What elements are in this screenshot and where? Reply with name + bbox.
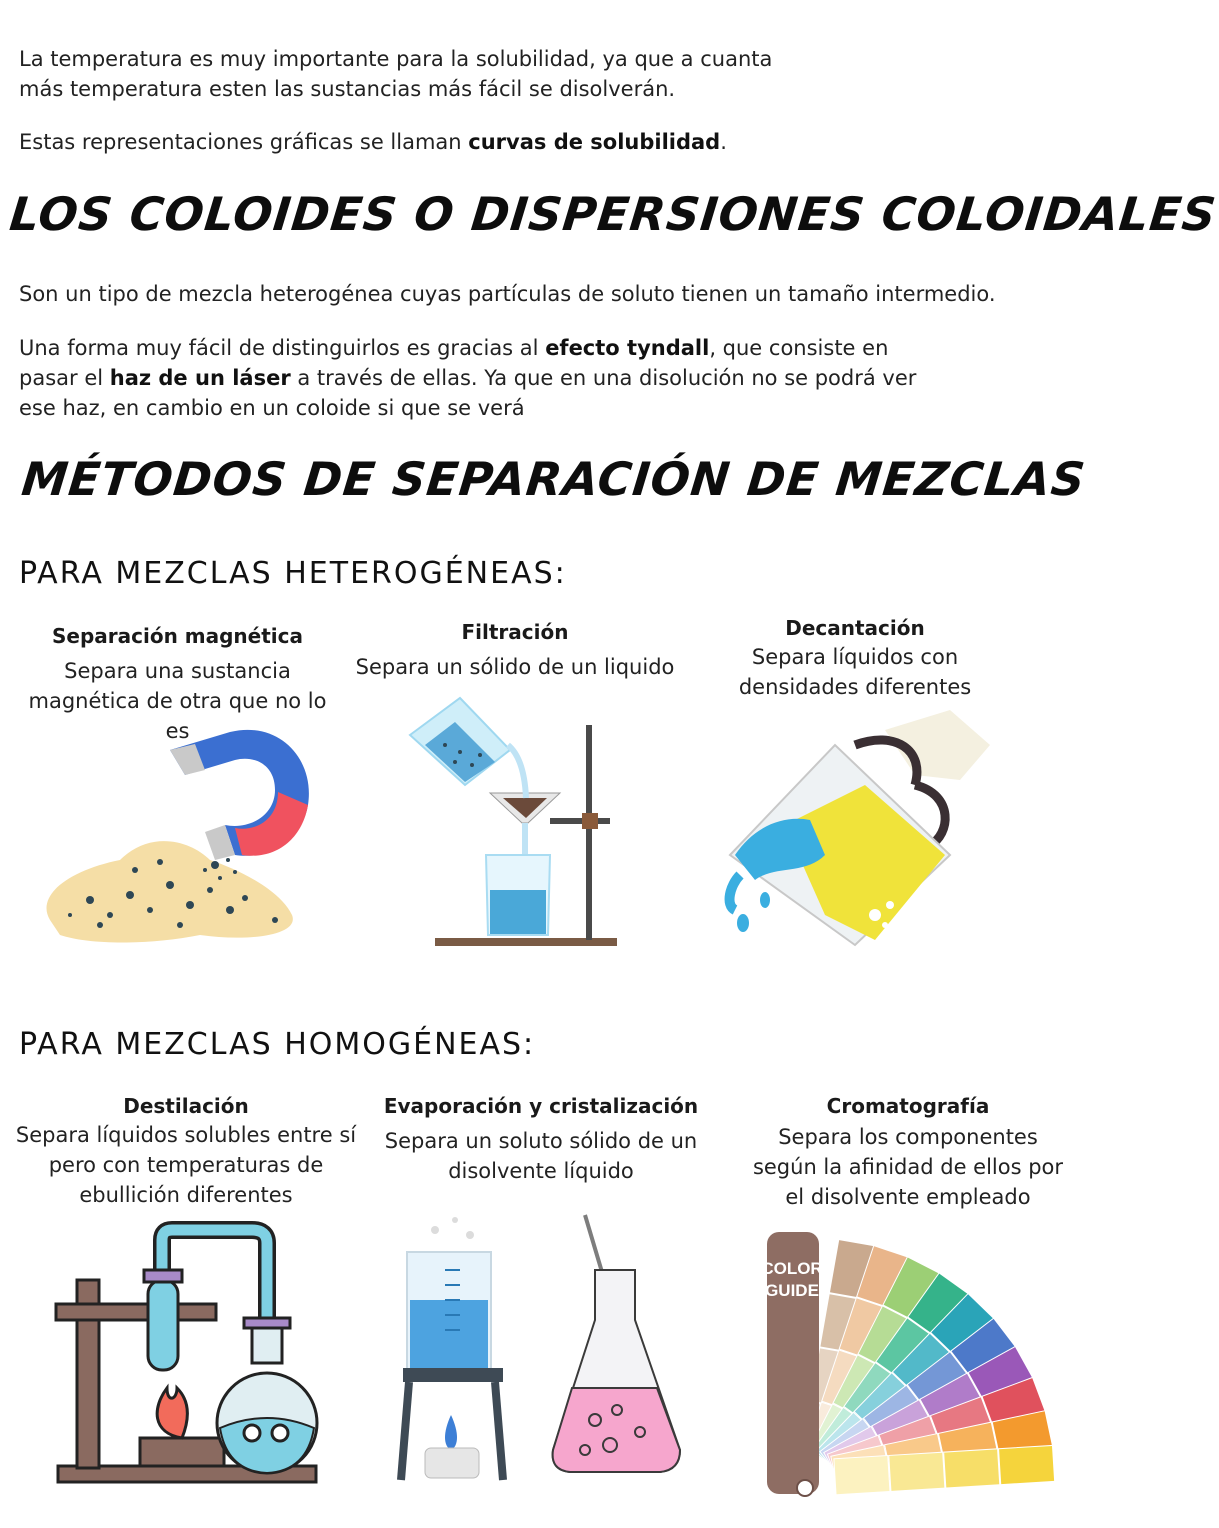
coloides-p2-c: , que consiste en pasar el <box>19 336 889 390</box>
intro-p2-end: . <box>720 130 727 154</box>
coloides-p2-a: Una forma muy fácil de distinguirlos es gracias al <box>19 336 546 360</box>
intro-paragraph-2 <box>19 127 919 157</box>
coloides-p2-e: a través de ellas. Ya que en una disolución no se podrá ver ese haz, en cambio en un coloide si que se verá <box>19 366 917 420</box>
swatch <box>944 1449 1000 1488</box>
magnet-illustration <box>30 720 330 950</box>
method-desc: Separa líquidos con densidades diferentes <box>738 645 972 699</box>
evaporation-illustration <box>395 1210 695 1485</box>
heterogeneas-title: PARA MEZCLAS HETEROGÉNEAS: <box>19 556 567 591</box>
swatch-fan <box>801 1240 1055 1495</box>
method-desc: Separa una sustancia magnética de otra que no lo es <box>28 659 327 743</box>
intro-paragraph-1: La temperatura es muy importante para la solubilidad, ya que a cuanta más temperatura esten las sustancias más fácil se disolverán. <box>19 47 773 101</box>
method-filtracion <box>350 620 680 682</box>
metodos-title: MÉTODOS DE SEPARACIÓN DE MEZCLAS <box>19 452 1089 506</box>
coloides-title: LOS COLOIDES O DISPERSIONES COLOIDALES <box>7 187 1219 241</box>
method-destilacion <box>10 1094 362 1210</box>
method-desc: Separa un sólido de un liquido <box>355 655 675 679</box>
color-guide-label-1: COLOR <box>761 1259 823 1278</box>
coloides-p2-bold-2: haz de un láser <box>109 366 291 390</box>
method-decantacion <box>690 616 1020 702</box>
color-guide-label-2: GUIDE <box>765 1281 819 1300</box>
decantation-illustration <box>715 705 1000 950</box>
method-name: Decantación <box>785 616 925 640</box>
method-cromatografia <box>748 1094 1068 1212</box>
swatch <box>834 1456 890 1495</box>
distillation-illustration <box>52 1228 322 1488</box>
method-desc: Separa un soluto sólido de un disolvente líquido <box>384 1129 698 1183</box>
method-name: Separación magnética <box>51 624 303 648</box>
homogeneas-title: PARA MEZCLAS HOMOGÉNEAS: <box>19 1027 536 1062</box>
method-desc: Separa líquidos solubles entre sí pero con temperaturas de ebullición diferentes <box>15 1123 357 1207</box>
swatch <box>999 1445 1055 1484</box>
method-name: Filtración <box>461 620 569 644</box>
method-evaporacion <box>370 1094 712 1186</box>
method-desc: Separa los componentes según la afinidad de ellos por el disolvente empleado <box>752 1125 1064 1209</box>
coloides-paragraph-1: Son un tipo de mezcla heterogénea cuyas partículas de soluto tienen un tamaño intermedio. <box>19 282 996 306</box>
method-name: Cromatografía <box>826 1094 990 1118</box>
swatch <box>889 1452 945 1491</box>
method-name: Destilación <box>123 1094 249 1118</box>
color-guide-illustration <box>761 1228 1065 1498</box>
coloides-paragraph-2 <box>19 333 939 423</box>
intro-p2-text: Estas representaciones gráficas se llaman <box>19 130 469 154</box>
method-name: Evaporación y cristalización <box>383 1094 699 1118</box>
filtration-illustration <box>400 690 625 950</box>
coloides-p2-bold-1: efecto tyndall <box>545 336 710 360</box>
intro-p2-bold: curvas de solubilidad <box>468 130 721 154</box>
